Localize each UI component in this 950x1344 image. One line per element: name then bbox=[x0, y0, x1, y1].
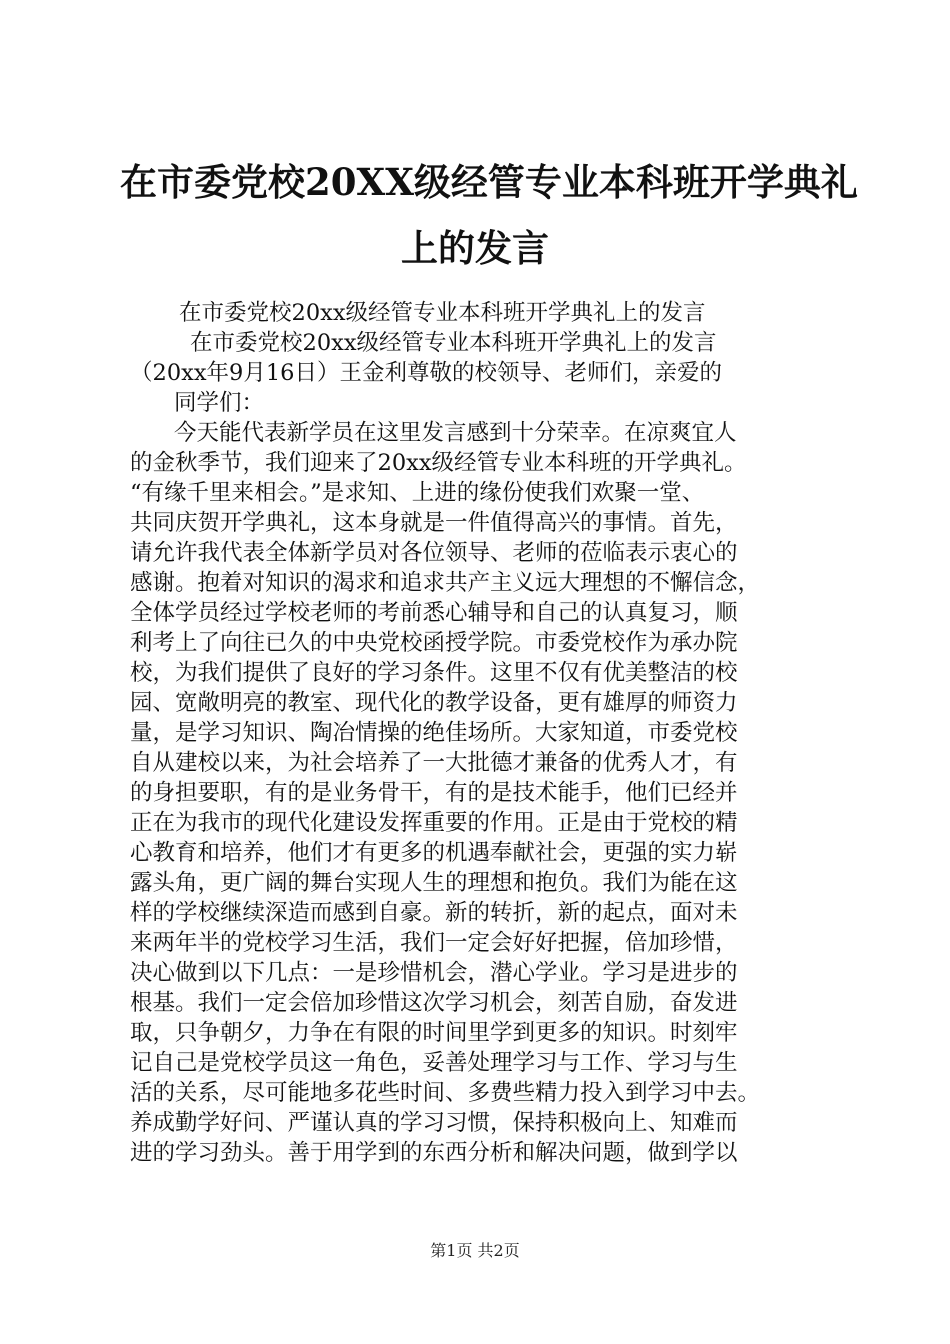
body-line: 的身担要职，有的是业务骨干，有的是技术能手，他们已经并 bbox=[130, 780, 738, 806]
body-line: 同学们： bbox=[174, 390, 265, 416]
body-line: 活的关系，尽可能地多花些时间、多费些精力投入到学习中去。 bbox=[130, 1080, 761, 1106]
body-line: 量，是学习知识、陶冶情操的绝佳场所。大家知道，市委党校 bbox=[130, 720, 738, 746]
body-line: 共同庆贺开学典礼，这本身就是一件值得高兴的事情。首先， bbox=[130, 510, 738, 536]
body-line: 取，只争朝夕，力争在有限的时间里学到更多的知识。时刻牢 bbox=[130, 1020, 738, 1046]
body-line: 样的学校继续深造而感到自豪。新的转折，新的起点，面对未 bbox=[130, 900, 738, 926]
body-line: 在市委党校20xx级经管专业本科班开学典礼上的发言 bbox=[179, 300, 706, 326]
body-line: 自从建校以来，为社会培养了一大批德才兼备的优秀人才，有 bbox=[130, 750, 738, 776]
body-line: 园、宽敞明亮的教室、现代化的教学设备，更有雄厚的师资力 bbox=[130, 690, 738, 716]
page-footer bbox=[0, 1241, 950, 1261]
document-body bbox=[130, 298, 830, 1168]
body-line: 校，为我们提供了良好的学习条件。这里不仅有优美整洁的校 bbox=[130, 660, 738, 686]
document-title-line-2: 上的发言 bbox=[401, 226, 549, 270]
body-line: 的金秋季节，我们迎来了20xx级经管专业本科班的开学典礼。 bbox=[130, 450, 747, 476]
document-title-line-1: 在市委党校20XX级经管专业本科班开学典礼 bbox=[120, 160, 858, 204]
body-line: （20xx年9月16日）王金利尊敬的校领导、老师们，亲爱的 bbox=[130, 360, 722, 386]
body-line: 根基。我们一定会倍加珍惜这次学习机会，刻苦自励，奋发进 bbox=[130, 990, 738, 1016]
body-line: 来两年半的党校学习生活，我们一定会好好把握，倍加珍惜， bbox=[130, 930, 738, 956]
body-line: “有缘千里来相会。”是求知、上进的缘份使我们欢聚一堂、 bbox=[130, 480, 705, 506]
body-line: 正在为我市的现代化建设发挥重要的作用。正是由于党校的精 bbox=[130, 810, 738, 836]
body-line: 决心做到以下几点：一是珍惜机会，潜心学业。学习是进步的 bbox=[130, 960, 738, 986]
body-line: 利考上了向往已久的中央党校函授学院。市委党校作为承办院 bbox=[130, 630, 738, 656]
body-line: 心教育和培养，他们才有更多的机遇奉献社会，更强的实力崭 bbox=[130, 840, 738, 866]
body-line: 请允许我代表全体新学员对各位领导、老师的莅临表示衷心的 bbox=[130, 540, 738, 566]
body-line: 露头角，更广阔的舞台实现人生的理想和抱负。我们为能在这 bbox=[130, 870, 738, 896]
body-line: 在市委党校20xx级经管专业本科班开学典礼上的发言 bbox=[190, 330, 717, 356]
body-line: 记自己是党校学员这一角色，妥善处理学习与工作、学习与生 bbox=[130, 1050, 738, 1076]
body-line: 今天能代表新学员在这里发言感到十分荣幸。在凉爽宜人 bbox=[174, 420, 737, 446]
body-line: 养成勤学好问、严谨认真的学习习惯，保持积极向上、知难而 bbox=[130, 1110, 738, 1136]
body-line: 感谢。抱着对知识的渴求和追求共产主义远大理想的不懈信念， bbox=[130, 570, 761, 596]
page-number: 第1页 共2页 bbox=[430, 1241, 520, 1260]
body-line: 全体学员经过学校老师的考前悉心辅导和自己的认真复习，顺 bbox=[130, 600, 738, 626]
body-line: 进的学习劲头。善于用学到的东西分析和解决问题，做到学以 bbox=[130, 1140, 738, 1166]
